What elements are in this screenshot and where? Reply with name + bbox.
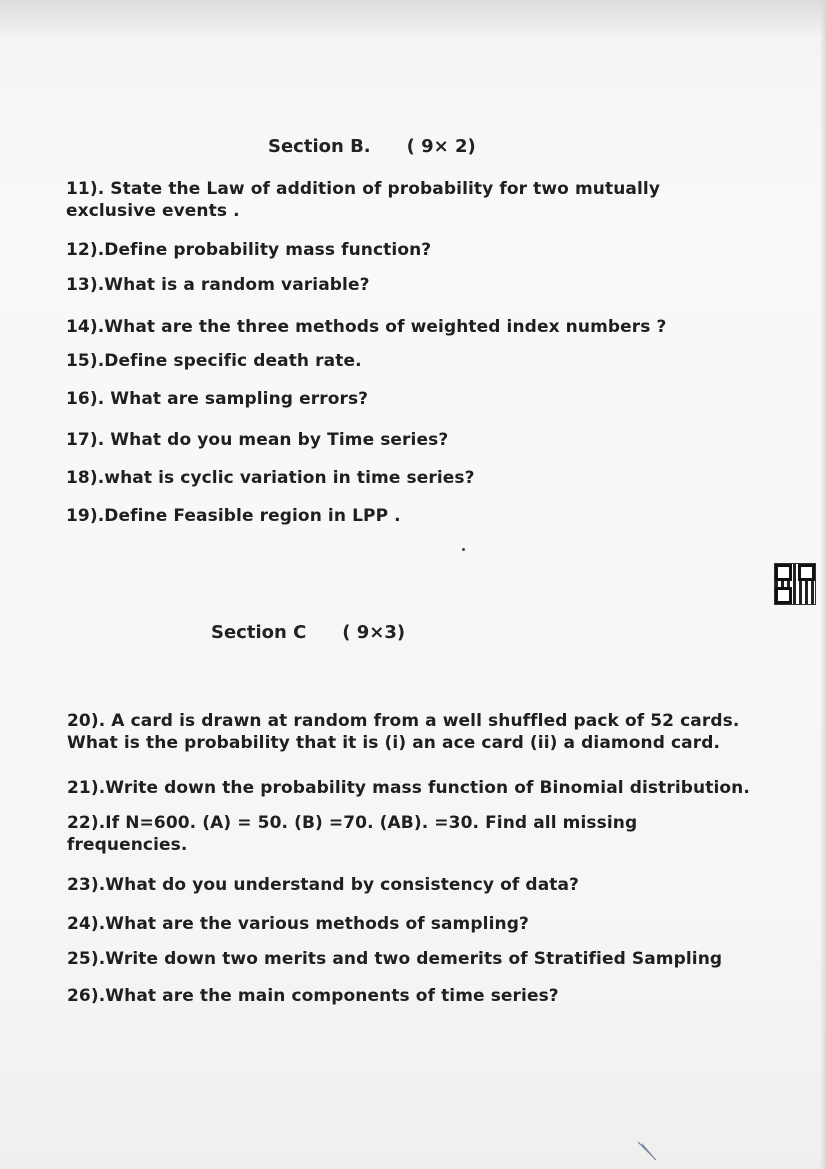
question-line: 13).What is a random variable? (66, 275, 370, 295)
qr-code-icon (775, 564, 815, 604)
question-line: 19).Define Feasible region in LPP . (66, 506, 401, 526)
page-edge-shadow (820, 0, 826, 1169)
question-19 (66, 505, 401, 527)
section-b-heading (268, 136, 476, 157)
speck (462, 548, 465, 551)
question-20 (67, 710, 739, 754)
question-26 (67, 985, 559, 1007)
question-16 (66, 388, 368, 410)
question-line: 11). State the Law of addition of probability for two mutually (66, 179, 661, 199)
qr-finder (775, 587, 792, 604)
question-line: 12).Define probability mass function? (66, 240, 432, 260)
section-c-heading (211, 622, 405, 643)
pen-mark (636, 1140, 660, 1162)
question-line: frequencies. (67, 835, 188, 855)
question-line: What is the probability that it is (i) an ace card (ii) a diamond card. (67, 733, 721, 753)
question-line: exclusive events . (66, 201, 240, 221)
question-17 (66, 429, 448, 451)
question-12 (66, 239, 431, 261)
question-line: 15).Define specific death rate. (66, 351, 362, 371)
question-line: 18).what is cyclic variation in time series? (66, 468, 475, 488)
question-25 (67, 948, 722, 970)
section-c-marks: ( 9×3) (342, 622, 406, 643)
question-11 (66, 178, 660, 222)
question-line: 20). A card is drawn at random from a well shuffled pack of 52 cards. (67, 711, 740, 731)
question-14 (66, 316, 666, 338)
question-24 (67, 913, 529, 935)
question-line: 24).What are the various methods of sampling? (67, 914, 529, 934)
question-line: 26).What are the main components of time series? (67, 986, 559, 1006)
question-18 (66, 467, 475, 489)
question-23 (67, 874, 579, 896)
question-line: 22).If N=600. (A) = 50. (B) =70. (AB). =30. Find all missing (67, 813, 638, 833)
question-22 (67, 812, 637, 856)
question-line: 25).Write down two merits and two demerits of Stratified Sampling (67, 949, 723, 969)
question-line: 16). What are sampling errors? (66, 389, 369, 409)
section-c-title: Section C (211, 622, 307, 643)
section-b-title: Section B. (268, 136, 371, 157)
question-13 (66, 274, 370, 296)
question-15 (66, 350, 362, 372)
question-21 (67, 777, 750, 799)
question-line: 14).What are the three methods of weighted index numbers ? (66, 317, 667, 337)
question-line: 21).Write down the probability mass function of Binomial distribution. (67, 778, 750, 798)
section-b-marks: ( 9× 2) (406, 136, 476, 157)
question-line: 23).What do you understand by consistency of data? (67, 875, 580, 895)
question-line: 17). What do you mean by Time series? (66, 430, 449, 450)
